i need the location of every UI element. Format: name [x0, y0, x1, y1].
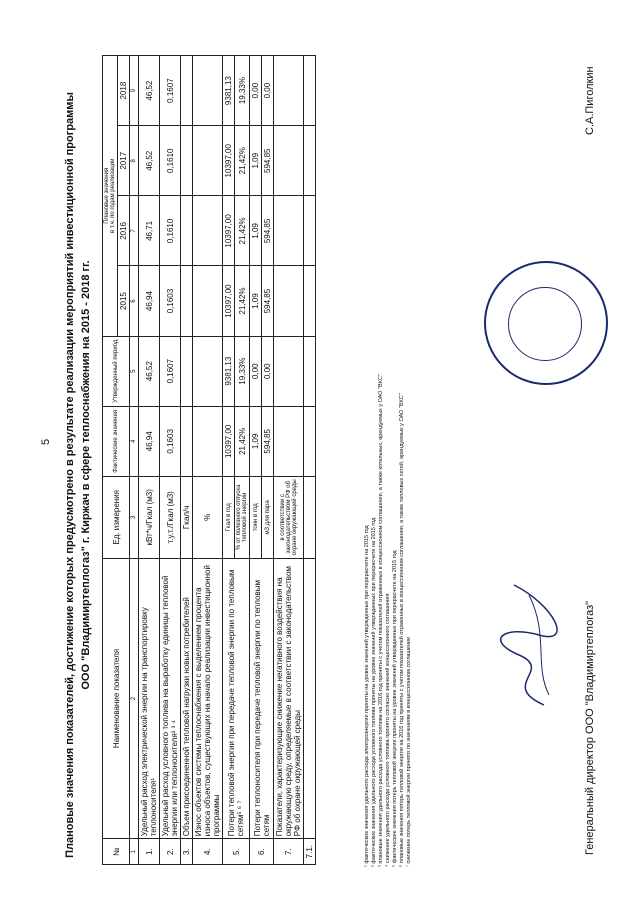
- cell-value: 1,09: [250, 266, 262, 336]
- table-row: [160, 56, 181, 865]
- cell-value: 19,33%: [235, 336, 250, 406]
- table-row: [181, 56, 193, 865]
- footnote: ² фактические значения удельного расхода условного топлива приняты на уровне значений утвержденных при перерасчете на 2015 год: [371, 517, 377, 867]
- cell-value: 0,1610: [160, 196, 181, 266]
- col-number: 5: [130, 336, 139, 406]
- footnote: ⁵ фактические значения потерь тепловой энергии приняты на уровне значений утвержденных при перерасчете на 2015 год: [392, 550, 398, 867]
- handwritten-signature: [494, 575, 564, 715]
- cell-value: 21,42%: [235, 126, 250, 196]
- row-unit: Гкал в год: [223, 476, 235, 558]
- cell-value: 46,71: [139, 196, 160, 266]
- row-no: 6.: [250, 839, 274, 865]
- row-no: 4.: [193, 839, 223, 865]
- director-title: Генеральный директор ООО "Владимиртеплогаз": [584, 600, 596, 855]
- company-seal: [484, 261, 608, 385]
- rotated-content: [64, 45, 634, 905]
- row-name: Показатели, характеризующие снижение негативного воздействия на окружающую среду, определяемые в соответствии с законодательством РФ об охране окружающей среды: [274, 558, 304, 839]
- cell-value: 19,33%: [235, 56, 250, 126]
- cell-value: 594,85: [262, 196, 274, 266]
- cell-value: 0,00: [250, 56, 262, 126]
- row-unit: %: [193, 476, 223, 558]
- signer-name: С.А.Пиголкин: [584, 66, 596, 135]
- cell-value: 10397,00: [223, 266, 235, 336]
- row-no: 2.: [160, 839, 181, 865]
- row-name: Износ объектов системы теплоснабжения с выделением процента износа объектов, существующих на начало реализации инвестиционной программы: [193, 558, 223, 839]
- row-no: 1.: [139, 839, 160, 865]
- row-no: 7.1.: [304, 839, 316, 865]
- cell-value: 0,1610: [160, 126, 181, 196]
- col-number: 3: [130, 476, 139, 558]
- header-no: №: [103, 839, 130, 865]
- row-unit: % от полезного отпуска тепловой энергии: [235, 476, 250, 558]
- cell-value: 10397,00: [223, 406, 235, 476]
- row-unit: м3 для пара: [262, 476, 274, 558]
- header-unit: Ед. измерения: [103, 476, 130, 558]
- col-number: 4: [130, 406, 139, 476]
- document-title: Плановые значения показателей, достижение которых предусмотрено в результате реализации мероприятий инвестиционной программы: [64, 92, 76, 858]
- cell-value: 1,09: [250, 126, 262, 196]
- cell-value: 594,85: [262, 266, 274, 336]
- row-name: Удельный расход условного топлива на выработку единицы тепловой энергии или теплоносителя² ³ ⁴: [160, 558, 181, 839]
- indicators-table: [102, 55, 316, 865]
- cell-value: 46,52: [139, 56, 160, 126]
- page-number: 5: [40, 438, 52, 445]
- cell-value: 46,52: [139, 126, 160, 196]
- footnote: ³ плановые значения удельного расхода условного топлива на 2016 год приняты с учетом показателей отраженных в концессионном соглашении, а также котельных, арендуемых у ОАО "ВКС": [378, 374, 384, 867]
- header-year: 2015: [118, 266, 130, 336]
- cell-value: 10397,00: [223, 126, 235, 196]
- cell-value: 21,42%: [235, 266, 250, 336]
- col-number: 1: [130, 839, 139, 865]
- row-unit: тонн в год: [250, 476, 262, 558]
- cell-value: 46,94: [139, 266, 160, 336]
- cell-value: 0,00: [250, 336, 262, 406]
- cell-value: 1,09: [250, 196, 262, 266]
- cell-value: 0,1603: [160, 406, 181, 476]
- cell-value: 0,00: [262, 56, 274, 126]
- row-name: Удельный расход электрической энергии на транспортировку теплоносителя¹: [139, 558, 160, 839]
- row-unit: в соответствии с законодательством РФ об охране окружающей среды: [274, 476, 304, 558]
- footnote: ⁷ снижение потерь тепловой энергии принято по значениям в концессионном соглашении: [406, 636, 412, 867]
- col-number: 7: [130, 196, 139, 266]
- cell-value: 0,1607: [160, 56, 181, 126]
- row-unit: Гкал/ч: [181, 476, 193, 558]
- row-name: Потери теплоносителя при передаче тепловой энергии по тепловым сетям: [250, 558, 274, 839]
- table-row: [223, 56, 235, 865]
- cell-value: 9381,13: [223, 336, 235, 406]
- row-unit: кВт*ч/Гкал (м3): [139, 476, 160, 558]
- row-name: Потери тепловой энергии при передаче тепловой энергии по тепловым сетям⁵ ⁶ ⁷: [223, 558, 250, 839]
- row-no: 7.: [274, 839, 304, 865]
- col-number: 2: [130, 558, 139, 839]
- table-row: [193, 56, 223, 865]
- footnote: ⁴ снижение удельного расхода условного топлива принято согласно значений концессионного соглашения: [385, 593, 391, 867]
- row-no: 3.: [181, 839, 193, 865]
- cell-value: 10397,00: [223, 196, 235, 266]
- cell-value: 0,1607: [160, 336, 181, 406]
- cell-value: 0,1603: [160, 266, 181, 336]
- row-no: 5.: [223, 839, 250, 865]
- footnote: ¹ фактические значения удельного расхода электроэнергии приняты на уровне значений утвержденных при перерасчете на 2015 год: [364, 525, 370, 867]
- cell-value: 46,52: [139, 336, 160, 406]
- table-row: [139, 56, 160, 865]
- col-number: 6: [130, 266, 139, 336]
- table-row: [304, 56, 316, 865]
- table-row: [274, 56, 304, 865]
- header-approved: Утвержденный период: [103, 336, 130, 406]
- col-number: 8: [130, 126, 139, 196]
- cell-value: 9381,13: [223, 56, 235, 126]
- header-name: Наименование показателя: [103, 558, 130, 839]
- row-unit: т.у.т./Гкал (м3): [160, 476, 181, 558]
- cell-value: 594,85: [262, 406, 274, 476]
- cell-value: 594,85: [262, 126, 274, 196]
- col-number: 9: [130, 56, 139, 126]
- footnotes: [364, 87, 413, 867]
- header-year: 2018: [118, 56, 130, 126]
- header-year: 2017: [118, 126, 130, 196]
- header-planned: Плановые значения в т.ч. по годам реализации: [103, 56, 118, 337]
- document-subtitle: ООО "Владимиртеплогаз" г. Киржач в сфере теплоснабжения на 2015 - 2018 гг.: [80, 260, 92, 690]
- row-name: Объем присоединенной тепловой нагрузки новых потребителей: [181, 558, 193, 839]
- cell-value: 1,09: [250, 406, 262, 476]
- cell-value: 0,00: [262, 336, 274, 406]
- footnote: ⁶ плановые значения потерь тепловой энергии на 2016 год приняты с учетом показателей отраженных в концессионном соглашении, а также тепловых сетей, арендуемых у ОАО "ВКС": [399, 393, 405, 867]
- header-year: 2016: [118, 196, 130, 266]
- cell-value: 21,42%: [235, 406, 250, 476]
- table-row: [250, 56, 262, 865]
- header-actual: Фактические значения: [103, 406, 130, 476]
- cell-value: 21,42%: [235, 196, 250, 266]
- cell-value: 46,94: [139, 406, 160, 476]
